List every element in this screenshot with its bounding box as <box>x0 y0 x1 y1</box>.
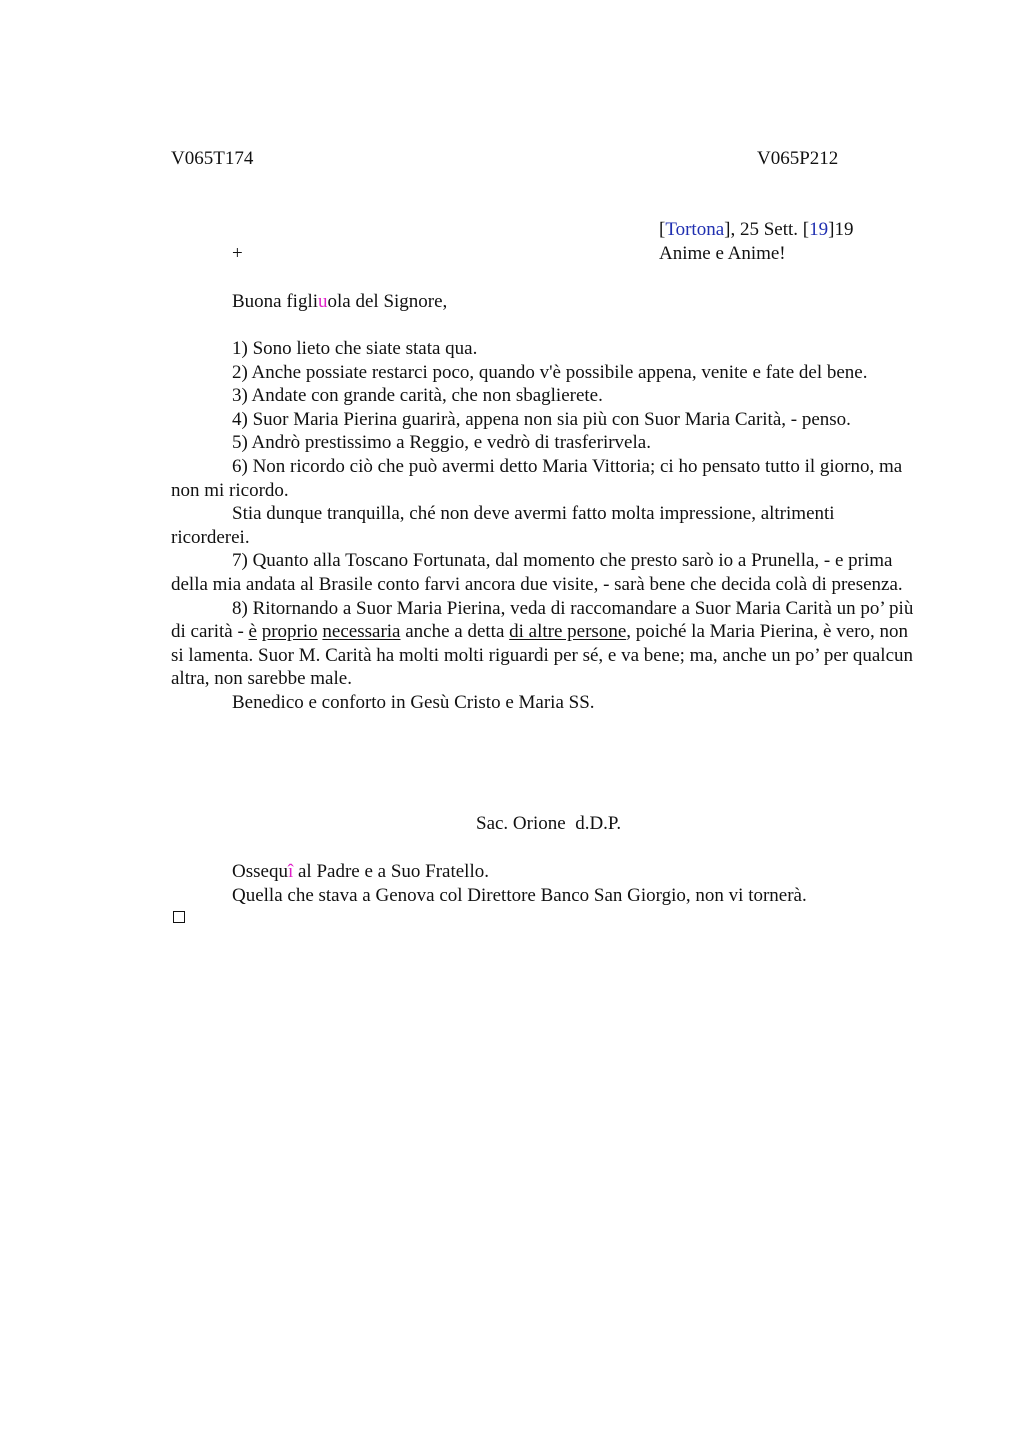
year-suffix: ]19 <box>828 219 854 240</box>
motto: Anime e Anime! <box>659 243 786 264</box>
underlined-phrase-altre-persone: di altre persone <box>509 621 627 643</box>
paragraph-4: 4) Suor Maria Pierina guarirà, appena non sia più con Suor Maria Carità, - penso. <box>232 408 851 430</box>
underlined-word-necessaria: necessaria <box>322 621 401 643</box>
paragraph-2: 2) Anche possiate restarci poco, quando v'è possibile appena, venite e fate del bene. <box>232 361 868 383</box>
place-and-date <box>659 218 853 242</box>
closing-blessing: Benedico e conforto in Gesù Cristo e Maria SS. <box>232 691 595 713</box>
page-code: V065P212 <box>757 148 839 169</box>
paragraph-5: 5) Andrò prestissimo a Reggio, e vedrò di trasferirvela. <box>232 432 651 454</box>
paragraph-7: 7) Quanto alla Toscano Fortunata, dal momento che presto sarò io a Prunella, - e prima della mia andata al Brasile conto farvi ancora due visite, - sarà bene che decida colà di presenza. <box>171 550 903 595</box>
postscript-text-end: al Padre e a Suo Fratello. <box>293 861 489 882</box>
postscript-highlight: î <box>287 861 294 882</box>
salutation-highlight: u <box>318 291 328 312</box>
postscript-line-2: Quella che stava a Genova col Direttore Banco San Giorgio, non vi tornerà. <box>232 884 807 906</box>
letter-body <box>171 337 917 715</box>
date-text: ], 25 Sett. [ <box>724 219 810 240</box>
salutation-text-start: Buona figli <box>232 291 319 312</box>
end-marker-square-icon <box>173 911 185 923</box>
paragraph-6-continued: Stia dunque tranquilla, ché non deve avermi fatto molta impressione, altrimenti ricorderei. <box>171 503 835 548</box>
postscript-line-1 <box>232 860 807 884</box>
salutation-text-end: ola del Signore, <box>327 291 448 312</box>
paragraph-8-text-b: anche a detta <box>400 621 510 643</box>
underlined-word-e: è <box>248 621 257 643</box>
paragraph-1: 1) Sono lieto che siate stata qua. <box>232 338 478 359</box>
bracket-open: [ <box>659 219 666 240</box>
salutation <box>232 290 447 314</box>
paragraph-8-text-c: , poiché la Maria Pierina, è vero, non si lamenta. Suor M. Carità ha molti molti riguardi per sé, e va bene; ma, anche un po’ per qualcun altra, non sarebbe male. <box>171 621 914 690</box>
paragraph-8 <box>171 597 917 691</box>
postscript-text-start: Ossequ <box>232 861 288 882</box>
underlined-word-proprio: proprio <box>261 621 318 643</box>
paragraph-3: 3) Andate con grande carità, che non sbaglierete. <box>232 385 603 407</box>
paragraph-8-text-a: 8) Ritornando a Suor Maria Pierina, veda di raccomandare a Suor Maria Carità un po’ più di carità - <box>171 597 914 643</box>
signature: Sac. Orione d.D.P. <box>476 813 622 834</box>
postscript <box>232 860 807 907</box>
year-prefix: 19 <box>809 219 829 240</box>
cross-symbol: + <box>232 243 243 264</box>
place-name: Tortona <box>665 219 725 240</box>
document-code: V065T174 <box>171 148 254 169</box>
paragraph-6: 6) Non ricordo ciò che può avermi detto Maria Vittoria; ci ho pensato tutto il giorno, ma non mi ricordo. <box>171 455 903 501</box>
